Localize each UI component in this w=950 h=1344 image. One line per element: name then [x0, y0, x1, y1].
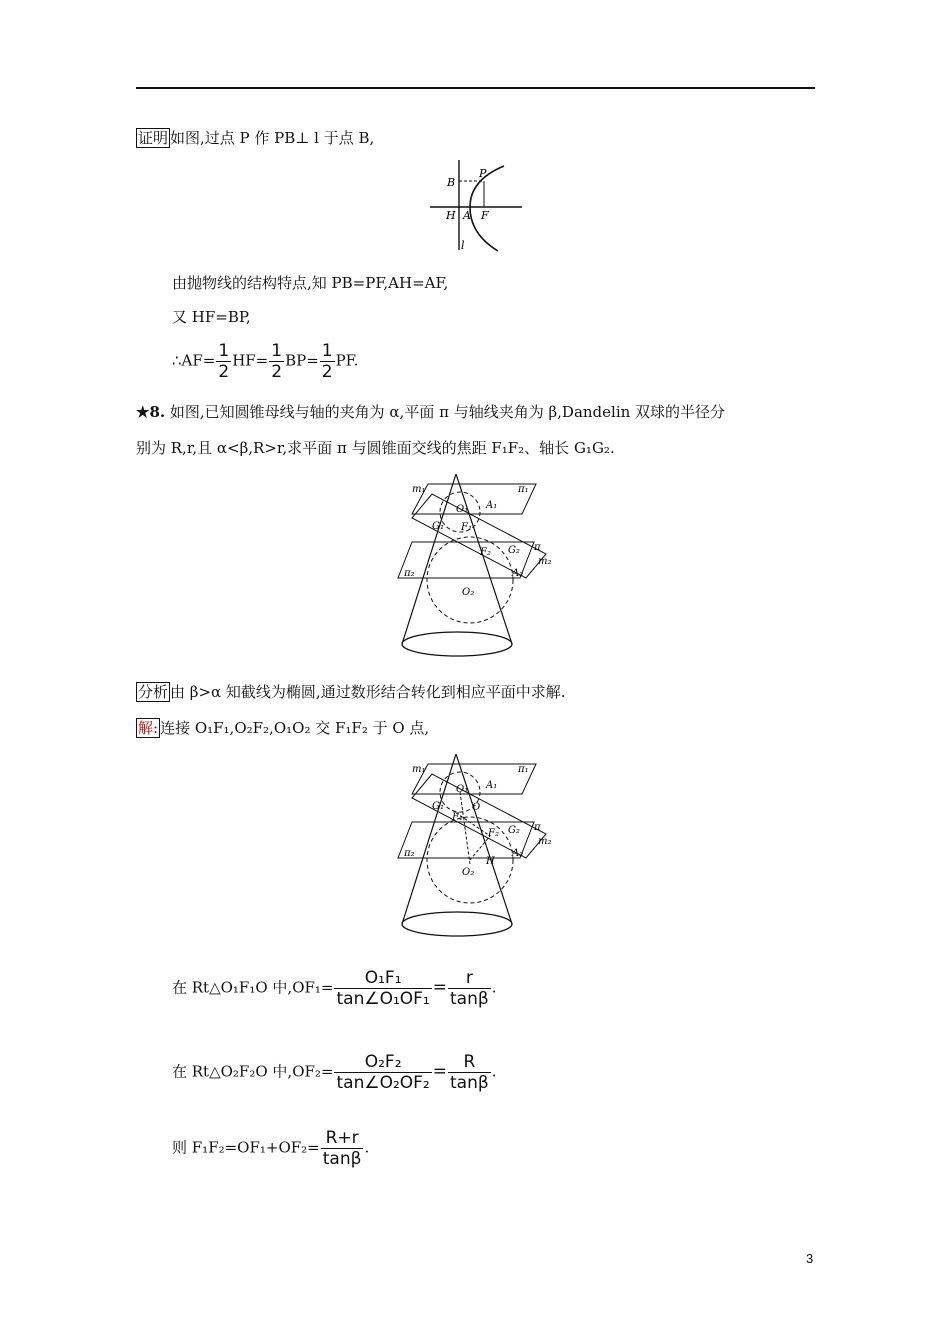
- eq1-equals: =: [432, 977, 448, 998]
- page-number: 3: [806, 1251, 814, 1266]
- label-m1: m₁: [412, 484, 426, 495]
- eq2-end: .: [491, 1062, 497, 1081]
- label-O2: O₂: [462, 587, 475, 598]
- label-B: B: [447, 176, 456, 189]
- label-pi: π: [534, 542, 541, 553]
- cone-figure-1: [396, 472, 558, 660]
- label-l: l: [461, 239, 465, 252]
- proof-line-1: 由抛物线的结构特点,知 PB=PF,AH=AF,: [172, 274, 449, 292]
- header-rule: [136, 87, 815, 89]
- eq2-equals: =: [432, 1061, 448, 1082]
- half-fraction-2: $\frac{1}{2}$: [271, 341, 283, 382]
- analysis-line: [136, 682, 565, 702]
- half-fraction-3: $\frac{1}{2}$: [321, 341, 333, 382]
- label2-pi2: π₂: [404, 848, 415, 859]
- proof-line-3: [172, 341, 359, 382]
- problem-text-1: 如图,已知圆锥母线与轴的夹角为 α,平面 π 与轴线夹角为 β,Dandelin 双球的半径分: [169, 403, 726, 421]
- label-A: A: [463, 209, 471, 222]
- proof-tag: 证明: [138, 129, 169, 147]
- proof-line-2: 又 HF=BP,: [172, 308, 251, 326]
- label2-H: H: [486, 856, 495, 867]
- cone-figure-2: [396, 752, 558, 940]
- label-O1: O₁: [456, 504, 469, 515]
- label-A1: A₁: [486, 500, 498, 511]
- proof-line-3-t2: BP=: [285, 351, 319, 370]
- problem-number: ★8.: [136, 403, 166, 421]
- equation-1: [172, 968, 497, 1009]
- analysis-text: 由 β>α 知截线为椭圆,通过数形结合转化到相应平面中求解.: [170, 683, 566, 701]
- label-G1: G₁: [432, 521, 444, 532]
- analysis-tag: 分析: [138, 683, 169, 701]
- label2-F1: F₁: [452, 812, 463, 823]
- proof-line-3-prefix: ∴AF=: [172, 351, 216, 370]
- label-H: H: [446, 209, 456, 222]
- label-m2: m₂: [538, 556, 552, 567]
- label-F1: F₁: [461, 522, 472, 533]
- label2-O: O: [472, 802, 481, 813]
- label2-G1: G₁: [432, 801, 444, 812]
- eq2-fraction-1: $\frac{\text{O₂F₂}}{\text{tan∠O₂OF₂}}$: [336, 1052, 430, 1093]
- label2-F2: F₂: [488, 828, 499, 839]
- label-A2: A₂: [512, 568, 524, 579]
- proof-line-3-t1: HF=: [232, 351, 269, 370]
- solution-intro: 连接 O₁F₁,O₂F₂,O₁O₂ 交 F₁F₂ 于 O 点,: [160, 719, 430, 737]
- eq2-prefix: 在 Rt△O₂F₂O 中,OF₂=: [172, 1062, 334, 1081]
- label2-m1: m₁: [412, 764, 426, 775]
- label2-A1: A₁: [486, 780, 498, 791]
- label2-pi: π: [534, 822, 541, 833]
- label-F: F: [481, 209, 489, 222]
- equation-2: [172, 1052, 497, 1093]
- label2-O2: O₂: [462, 867, 475, 878]
- label2-A2: A₂: [512, 848, 524, 859]
- label-pi2: π₂: [404, 568, 415, 579]
- eq3-fraction: $\frac{R+r}{\tan\beta}$: [322, 1128, 362, 1169]
- eq3-prefix: 则 F₁F₂=OF₁+OF₂=: [172, 1138, 320, 1157]
- half-fraction-1: $\frac{1}{2}$: [218, 341, 230, 382]
- label-P: P: [479, 167, 487, 180]
- solution-line: [136, 718, 429, 738]
- label-pi1: π₁: [518, 484, 529, 495]
- eq1-fraction-2: $\frac{r}{\tan\beta}$: [450, 968, 489, 1009]
- proof-intro-line: [136, 128, 374, 148]
- equation-3: [172, 1128, 369, 1169]
- label2-pi1: π₁: [518, 764, 529, 775]
- proof-intro: 如图,过点 P 作 PB⊥ l 于点 B,: [170, 129, 375, 147]
- label-F2: F₂: [480, 547, 491, 558]
- label2-m2: m₂: [538, 836, 552, 847]
- solution-tag: 解:: [138, 719, 159, 737]
- problem-line-1: [136, 402, 725, 422]
- eq3-end: .: [364, 1138, 370, 1157]
- eq2-fraction-2: $\frac{R}{\tan\beta}$: [450, 1052, 489, 1093]
- label-G2: G₂: [508, 545, 520, 556]
- proof-line-3-t3: PF.: [335, 351, 359, 370]
- eq1-end: .: [491, 978, 497, 997]
- parabola-figure: [426, 158, 526, 252]
- label2-G2: G₂: [508, 825, 520, 836]
- eq1-fraction-1: $\frac{\text{O₁F₁}}{\text{tan∠O₁OF₁}}$: [336, 968, 430, 1009]
- problem-line-2: 别为 R,r,且 α<β,R>r,求平面 π 与圆锥面交线的焦距 F₁F₂、轴长 G₁G₂.: [136, 439, 615, 457]
- label2-O1: O₁: [456, 784, 469, 795]
- eq1-prefix: 在 Rt△O₁F₁O 中,OF₁=: [172, 978, 334, 997]
